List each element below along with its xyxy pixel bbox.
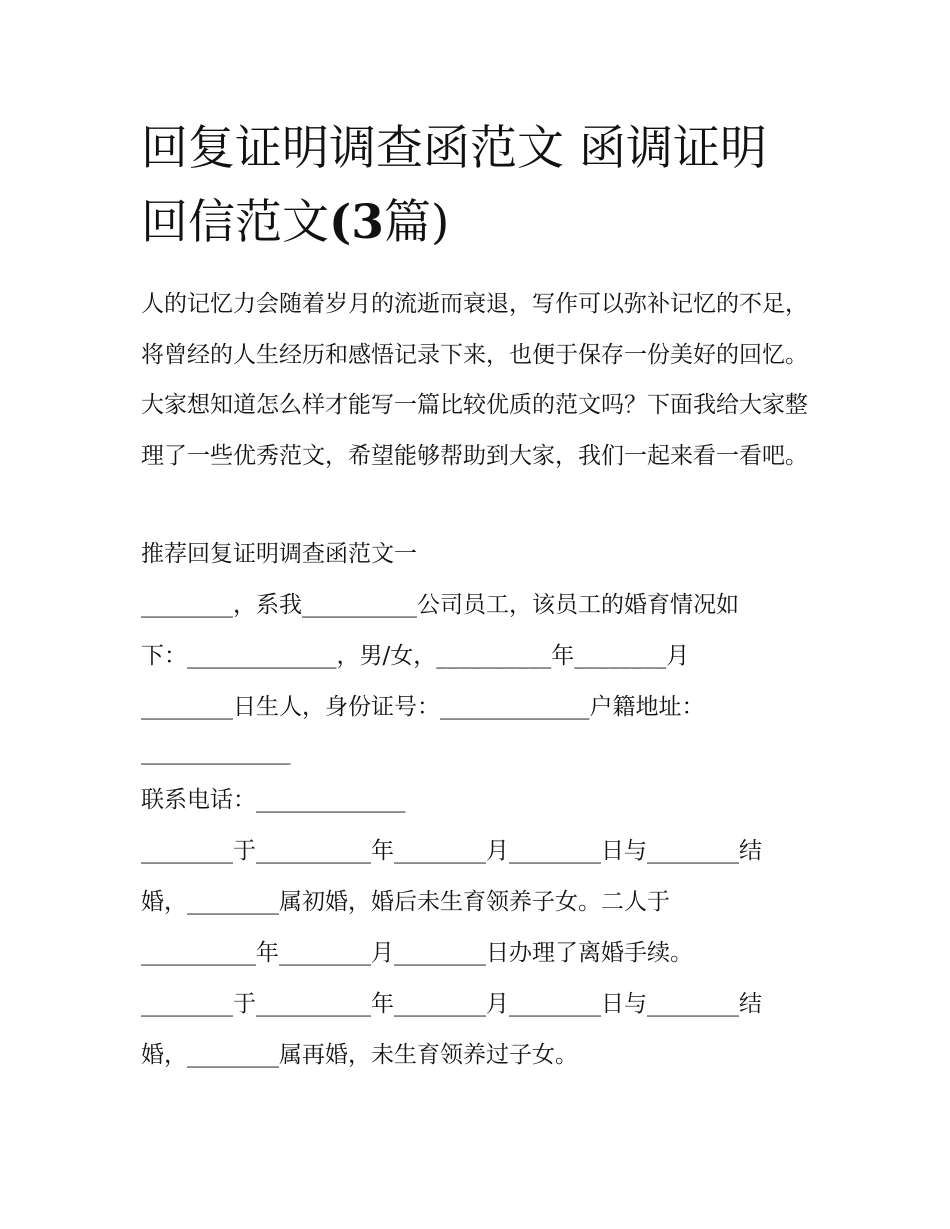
form-line: __________年________月________日办理了离婚手续。 [141,940,693,966]
form-line: 婚，________属初婚，婚后未生育领养子女。二人于 [141,889,670,915]
form-line: _____________ [141,739,291,765]
form-line: ________于__________年________月________日与________结 [141,991,762,1017]
intro-paragraph: 人的记忆力会随着岁月的流逝而衰退，写作可以弥补记忆的不足，将曾经的人生经历和感悟记录下来，也便于保存一份美好的回忆。大家想知道怎么样才能写一篇比较优质的范文吗？下面我给大家整理了一些优秀范文，希望能够帮助到大家，我们一起来看一看吧。 [141,291,808,469]
contact-phone-line: 联系电话：_____________ [141,787,406,813]
title-line-2c: 篇) [383,195,450,250]
document-title [141,112,821,260]
title-line-2b: (3 [329,195,384,250]
title-line-1: 回复证明调查函范文 函调证明 [141,121,767,176]
form-line: 下：_____________，男/女，__________年________月 [141,643,690,669]
form-line: 婚，________属再婚，未生育领养过子女。 [141,1042,578,1068]
form-line: ________日生人，身份证号：_____________户籍地址： [141,694,705,720]
title-line-2a: 回信范文 [141,195,329,250]
section-heading: 推荐回复证明调查函范文一 [141,541,417,567]
form-line: ________于__________年________月________日与________结 [141,838,762,864]
form-line: ________，系我__________公司员工，该员工的婚育情况如 [141,592,739,618]
